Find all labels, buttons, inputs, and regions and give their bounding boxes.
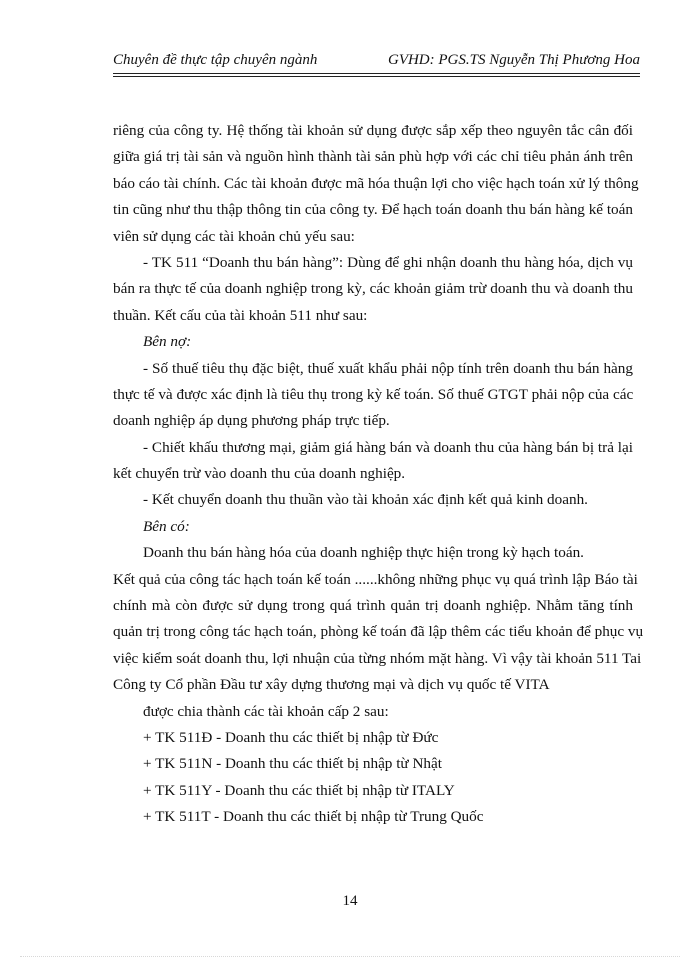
text-line: chính mà còn được sử dụng trong quá trình quản trị doanh nghiệp. Nhằm tăng tính [113,597,633,615]
account-list-item: + TK 511T - Doanh thu các thiết bị nhập từ Trung Quốc [143,808,484,826]
account-list-item: + TK 511Đ - Doanh thu các thiết bị nhập từ Đức [143,728,439,746]
text-line: thuần. Kết cấu của tài khoản 511 như sau: [113,306,368,324]
text-line: Công ty Cổ phần Đầu tư xây dựng thương mại và dịch vụ quốc tế VITA [113,676,550,694]
text-line: doanh nghiệp áp dụng phương pháp trực tiếp. [113,412,390,430]
text-line: quản trị trong công tác hạch toán, phòng kế toán đã lập thêm các tiểu khoản để phục vụ [113,623,644,641]
text-line: Doanh thu bán hàng hóa của doanh nghiệp thực hiện trong kỳ hạch toán. [143,544,584,562]
header-supervisor: GVHD: PGS.TS Nguyễn Thị Phương Hoa [387,52,640,68]
page-header [113,50,640,72]
section-label-debit: Bên nợ: [143,333,192,351]
text-line: riêng của công ty. Hệ thống tài khoản sử dụng được sắp xếp theo nguyên tắc cân đối [113,122,633,139]
text-line: - Chiết khấu thương mại, giảm giá hàng bán và doanh thu của hàng bán bị trả lại [143,438,633,456]
text-line: Kết quả của công tác hạch toán kế toán ......không những phục vụ quá trình lập Báo tài [113,570,638,588]
text-line: - Số thuế tiêu thụ đặc biệt, thuế xuất khẩu phải nộp tính trên doanh thu bán hàng [143,359,633,377]
text-line: bán ra thực tế của doanh nghiệp trong kỳ, các khoản giảm trừ doanh thu và doanh thu [113,280,633,298]
text-line: việc kiểm soát doanh thu, lợi nhuận của từng nhóm mặt hàng. Vì vậy tài khoản 511 Tai [113,649,642,667]
text-line: tin cũng như thu thập thông tin của công ty. Để hạch toán doanh thu bán hàng kế toán [113,201,633,219]
footer-divider [20,956,680,957]
section-label-credit: Bên có: [143,517,190,535]
text-line: báo cáo tài chính. Các tài khoản được mã hóa thuận lợi cho việc hạch toán xử lý thông [113,174,639,192]
page-number: 14 [342,893,358,909]
account-list-item: + TK 511N - Doanh thu các thiết bị nhập từ Nhật [143,755,442,773]
header-divider [113,73,640,77]
text-line: thực tế và được xác định là tiêu thụ trong kỳ kế toán. Số thuế GTGT phải nộp của các [113,385,634,403]
document-body [113,118,644,831]
text-line: - TK 511 “Doanh thu bán hàng”: Dùng để ghi nhận doanh thu hàng hóa, dịch vụ [143,253,633,271]
header-course-title: Chuyên đề thực tập chuyên ngành [113,52,318,68]
text-line: kết chuyển trừ vào doanh thu của doanh nghiệp. [113,465,406,483]
text-line: được chia thành các tài khoản cấp 2 sau: [143,702,389,720]
account-list-item: + TK 511Y - Doanh thu các thiết bị nhập từ ITALY [143,781,455,799]
text-line: viên sử dụng các tài khoản chủ yếu sau: [113,227,355,245]
text-line: giữa giá trị tài sản và nguồn hình thành tài sản phù hợp với các chỉ tiêu phản ánh trên [113,148,633,166]
text-line: - Kết chuyển doanh thu thuần vào tài khoản xác định kết quả kinh doanh. [143,491,588,509]
